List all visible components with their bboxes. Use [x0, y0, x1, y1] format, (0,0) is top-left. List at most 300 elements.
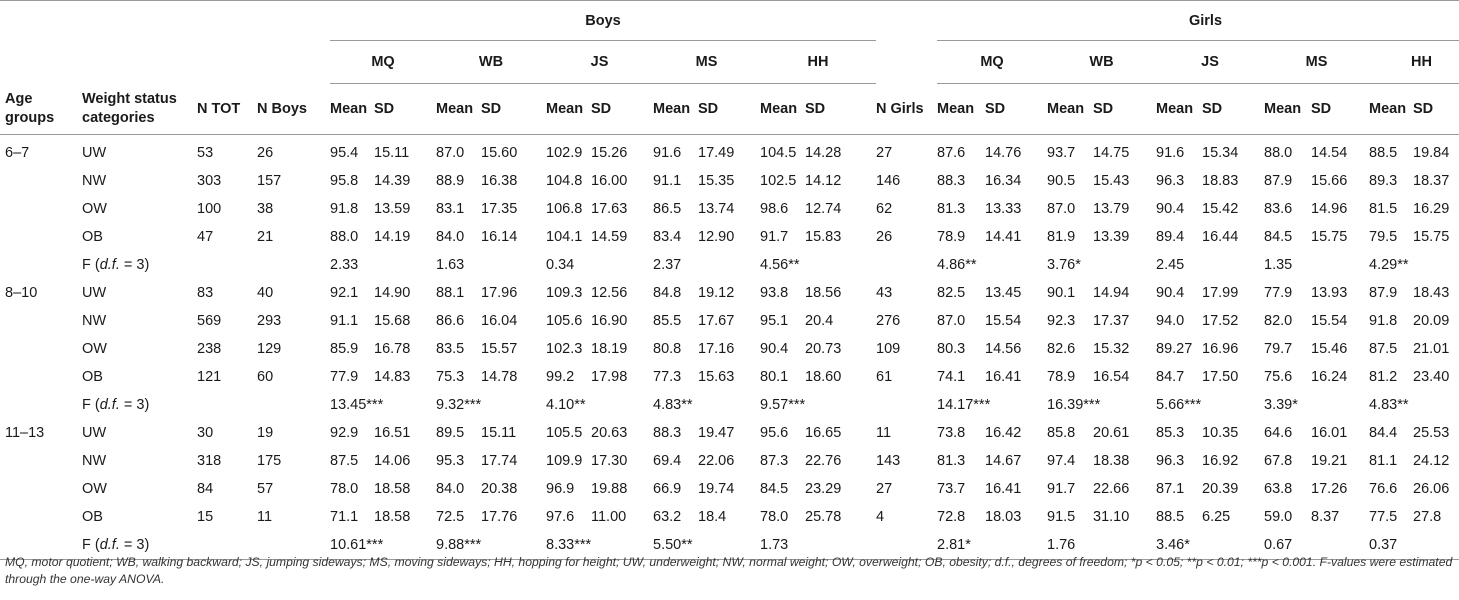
table-footnote: MQ, motor quotient; WB, walking backward; JS, jumping sideways; MS, moving sideways; HH, hopping for height; UW, underweight; NW, normal weight; OW, overweight; OB, obesity; d.f., degrees of freedom; *p < 0.05; **p < 0.01; ***p < 0.001. F-values were estimated through the one-way ANOVA.: [5, 555, 1453, 586]
girls-f-value-cell: 2.45: [1156, 257, 1185, 273]
girls-mean-cell: 89.4: [1156, 229, 1185, 245]
n-boys-cell: 19: [257, 425, 274, 441]
girls-mean-cell: 87.6: [937, 145, 966, 161]
girls-mean-cell: 89.27: [1156, 341, 1193, 357]
girls-sd-cell: 13.33: [985, 201, 1022, 217]
boys-sd-cell: 20.63: [591, 425, 628, 441]
n-boys-cell: 26: [257, 145, 274, 161]
boys-mean-cell: 75.3: [436, 369, 465, 385]
girls-sd-cell: 31.10: [1093, 509, 1130, 525]
girls-sd-cell: 27.8: [1413, 509, 1442, 525]
girls-sd-cell: 14.96: [1311, 201, 1348, 217]
boys-sd-cell: 18.4: [698, 509, 727, 525]
girls-mean-cell: 90.4: [1156, 285, 1185, 301]
weight-status-header: Weight status categories: [82, 90, 177, 126]
boys-mean-cell: 85.9: [330, 341, 359, 357]
girls-f-value-cell: 1.35: [1264, 257, 1293, 273]
girls-sd-cell: 14.54: [1311, 145, 1348, 161]
boys-f-value-cell: 4.56**: [760, 257, 800, 273]
girls-mq-sd-header: SD: [985, 101, 1006, 117]
boys-sd-cell: 19.74: [698, 481, 735, 497]
girls-sd-cell: 18.43: [1413, 285, 1450, 301]
n-tot-cell: 84: [197, 481, 214, 497]
age-group-cell: [0, 475, 82, 503]
f-label-suffix: = 3): [119, 537, 150, 553]
boys-mean-cell: 69.4: [653, 453, 682, 469]
f-label-df: d.f.: [99, 397, 120, 413]
boys-sd-cell: 17.67: [698, 313, 735, 329]
boys-sd-cell: 15.68: [374, 313, 411, 329]
boys-sd-cell: 15.63: [698, 369, 735, 385]
girls-sd-cell: 15.42: [1202, 201, 1239, 217]
boys-mean-cell: 87.5: [330, 453, 359, 469]
girls-sd-cell: 15.32: [1093, 341, 1130, 357]
n-girls-cell: 146: [876, 173, 901, 189]
age-group-cell: 8–10: [5, 285, 38, 301]
boys-ms-mean-header: Mean: [653, 101, 691, 117]
girls-sd-cell: 17.99: [1202, 285, 1239, 301]
girls-f-value-cell: 0.67: [1264, 537, 1293, 553]
girls-sd-cell: 16.41: [985, 481, 1022, 497]
n-boys-header: N Boys: [257, 100, 307, 117]
n-tot-cell: 318: [197, 453, 222, 469]
boys-sd-cell: 13.59: [374, 201, 411, 217]
n-girls-cell: 26: [876, 229, 893, 245]
n-tot-cell: 47: [197, 229, 214, 245]
girls-sd-cell: 23.40: [1413, 369, 1450, 385]
boys-mean-cell: 105.5: [546, 425, 583, 441]
girls-sd-cell: 14.67: [985, 453, 1022, 469]
boys-mean-cell: 95.3: [436, 453, 465, 469]
boys-mean-cell: 88.1: [436, 285, 465, 301]
girls-mean-cell: 84.4: [1369, 425, 1398, 441]
boys-sd-cell: 16.04: [481, 313, 518, 329]
boys-sd-cell: 14.19: [374, 229, 411, 245]
boys-mean-cell: 83.1: [436, 201, 465, 217]
boys-f-value-cell: 2.33: [330, 257, 359, 273]
table-row: [0, 307, 1459, 335]
boys-mean-cell: 91.8: [330, 201, 359, 217]
f-statistic-row: [0, 391, 1459, 419]
boys-sd-cell: 18.19: [591, 341, 628, 357]
girls-mean-cell: 83.6: [1264, 201, 1293, 217]
girls-measure-hh: HH: [1369, 41, 1459, 84]
girls-mean-cell: 74.1: [937, 369, 966, 385]
n-girls-cell: 43: [876, 285, 893, 301]
boys-sd-cell: 17.16: [698, 341, 735, 357]
boys-wb-sd-header: SD: [481, 101, 502, 117]
girls-f-value-cell: 5.66***: [1156, 397, 1202, 413]
weight-status-cell: NW: [82, 173, 107, 189]
girls-sd-cell: 15.34: [1202, 145, 1239, 161]
boys-mean-cell: 80.8: [653, 341, 682, 357]
f-label-cell: [82, 391, 197, 419]
girls-sd-cell: 16.42: [985, 425, 1022, 441]
boys-mean-cell: 91.7: [760, 229, 789, 245]
girls-mean-cell: 73.8: [937, 425, 966, 441]
boys-f-value-cell: 13.45***: [330, 397, 384, 413]
n-boys-cell: 293: [257, 313, 282, 329]
n-tot-cell: 53: [197, 145, 214, 161]
boys-mean-cell: 98.6: [760, 201, 789, 217]
girls-mean-cell: 73.7: [937, 481, 966, 497]
boys-sd-cell: 17.76: [481, 509, 518, 525]
boys-mean-cell: 106.8: [546, 201, 583, 217]
n-girls-cell: 61: [876, 369, 893, 385]
boys-mean-cell: 78.0: [330, 481, 359, 497]
boys-f-value-cell: 9.88***: [436, 537, 482, 553]
boys-sd-cell: 16.90: [591, 313, 628, 329]
n-boys-cell: 157: [257, 173, 282, 189]
table-row: [0, 447, 1459, 475]
girls-sd-cell: 18.37: [1413, 173, 1450, 189]
boys-mean-cell: 95.6: [760, 425, 789, 441]
boys-f-value-cell: 2.37: [653, 257, 682, 273]
boys-sd-cell: 20.38: [481, 481, 518, 497]
boys-measure-mq: MQ: [330, 41, 436, 84]
girls-sd-cell: 16.92: [1202, 453, 1239, 469]
boys-mean-cell: 84.0: [436, 481, 465, 497]
girls-mean-cell: 59.0: [1264, 509, 1293, 525]
n-girls-cell: 11: [876, 425, 892, 441]
girls-mean-cell: 77.5: [1369, 509, 1398, 525]
girls-sd-cell: 18.03: [985, 509, 1022, 525]
boys-mean-cell: 80.1: [760, 369, 789, 385]
weight-status-cell: OB: [82, 369, 103, 385]
f-empty-cell: [257, 251, 330, 279]
boys-mean-cell: 92.9: [330, 425, 359, 441]
boys-f-value-cell: 9.32***: [436, 397, 482, 413]
girls-wb-mean-header: Mean: [1047, 101, 1085, 117]
girls-mean-cell: 63.8: [1264, 481, 1293, 497]
f-empty-cell: [0, 251, 82, 279]
girls-ms-sd-header: SD: [1311, 101, 1332, 117]
boys-mean-cell: 109.9: [546, 453, 583, 469]
girls-sd-cell: 17.37: [1093, 313, 1130, 329]
girls-measure-ms: MS: [1264, 41, 1369, 84]
girls-mean-cell: 67.8: [1264, 453, 1293, 469]
girls-mean-cell: 78.9: [937, 229, 966, 245]
n-boys-cell: 38: [257, 201, 274, 217]
boys-mean-cell: 91.1: [330, 313, 359, 329]
boys-mean-cell: 63.2: [653, 509, 682, 525]
age-group-cell: [0, 363, 82, 391]
boys-f-value-cell: 1.73: [760, 537, 789, 553]
girls-mean-cell: 80.3: [937, 341, 966, 357]
age-group-cell: 11–13: [5, 425, 45, 441]
boys-mq-sd-header: SD: [374, 101, 395, 117]
boys-mean-cell: 95.1: [760, 313, 789, 329]
girls-mean-cell: 85.8: [1047, 425, 1076, 441]
boys-sd-cell: 15.83: [805, 229, 842, 245]
boys-sd-cell: 14.83: [374, 369, 411, 385]
age-group-cell: [0, 195, 82, 223]
table-row: [0, 419, 1459, 447]
f-statistic-row: [0, 251, 1459, 279]
boys-measure-hh: HH: [760, 41, 876, 84]
boys-sd-cell: 12.90: [698, 229, 735, 245]
boys-mean-cell: 87.0: [436, 145, 465, 161]
girls-sd-cell: 16.54: [1093, 369, 1130, 385]
boys-group-header: Boys: [330, 1, 876, 41]
girls-mean-cell: 85.3: [1156, 425, 1185, 441]
boys-mean-cell: 97.6: [546, 509, 575, 525]
f-empty-cell: [197, 391, 257, 419]
girls-sd-cell: 14.41: [985, 229, 1022, 245]
n-girls-header: N Girls: [876, 100, 924, 117]
boys-sd-cell: 15.11: [374, 145, 410, 161]
table-row: [0, 279, 1459, 307]
girls-mean-cell: 88.0: [1264, 145, 1293, 161]
boys-mean-cell: 90.4: [760, 341, 789, 357]
girls-mean-cell: 76.6: [1369, 481, 1398, 497]
table-row: [0, 363, 1459, 391]
boys-f-value-cell: 1.63: [436, 257, 465, 273]
boys-mq-mean-header: Mean: [330, 101, 368, 117]
n-tot-cell: 30: [197, 425, 214, 441]
girls-mean-cell: 87.0: [1047, 201, 1076, 217]
n-tot-header: N TOT: [197, 100, 241, 117]
girls-wb-sd-header: SD: [1093, 101, 1114, 117]
girls-mean-cell: 93.7: [1047, 145, 1076, 161]
table-row: [0, 475, 1459, 503]
girls-f-value-cell: 0.37: [1369, 537, 1398, 553]
boys-f-value-cell: 0.34: [546, 257, 575, 273]
boys-sd-cell: 18.58: [374, 509, 411, 525]
girls-mean-cell: 87.5: [1369, 341, 1398, 357]
girls-f-value-cell: 1.76: [1047, 537, 1076, 553]
girls-mean-cell: 96.3: [1156, 453, 1185, 469]
girls-sd-cell: 13.45: [985, 285, 1022, 301]
girls-sd-cell: 14.94: [1093, 285, 1130, 301]
table-row: [0, 167, 1459, 195]
boys-sd-cell: 17.35: [481, 201, 518, 217]
boys-mean-cell: 89.5: [436, 425, 465, 441]
age-group-cell: [0, 307, 82, 335]
boys-mean-cell: 85.5: [653, 313, 682, 329]
boys-mean-cell: 84.8: [653, 285, 682, 301]
girls-hh-sd-header: SD: [1413, 101, 1434, 117]
boys-sd-cell: 11.00: [591, 509, 627, 525]
boys-hh-sd-header: SD: [805, 101, 826, 117]
girls-mean-cell: 81.1: [1369, 453, 1398, 469]
boys-mean-cell: 71.1: [330, 509, 359, 525]
boys-sd-cell: 22.76: [805, 453, 842, 469]
f-empty-cell: [876, 391, 937, 419]
boys-hh-mean-header: Mean: [760, 101, 798, 117]
boys-f-value-cell: 9.57***: [760, 397, 806, 413]
girls-sd-cell: 13.79: [1093, 201, 1130, 217]
boys-mean-cell: 72.5: [436, 509, 465, 525]
girls-mean-cell: 81.5: [1369, 201, 1398, 217]
boys-sd-cell: 19.12: [698, 285, 735, 301]
boys-sd-cell: 13.74: [698, 201, 735, 217]
girls-sd-cell: 10.35: [1202, 425, 1239, 441]
girls-measure-js: JS: [1156, 41, 1264, 84]
n-tot-cell: 15: [197, 509, 214, 525]
boys-mean-cell: 95.8: [330, 173, 359, 189]
boys-mean-cell: 93.8: [760, 285, 789, 301]
girls-mean-cell: 81.3: [937, 201, 966, 217]
girls-sd-cell: 15.75: [1311, 229, 1348, 245]
girls-mean-cell: 87.9: [1369, 285, 1398, 301]
boys-sd-cell: 16.38: [481, 173, 518, 189]
table-row: [0, 335, 1459, 363]
girls-mean-cell: 87.0: [937, 313, 966, 329]
n-girls-cell: 4: [876, 509, 885, 525]
n-girls-cell: 109: [876, 341, 901, 357]
boys-mean-cell: 102.9: [546, 145, 583, 161]
table-row: [0, 503, 1459, 531]
girls-mean-cell: 87.9: [1264, 173, 1293, 189]
boys-mean-cell: 109.3: [546, 285, 583, 301]
girls-sd-cell: 22.66: [1093, 481, 1130, 497]
boys-sd-cell: 19.47: [698, 425, 735, 441]
n-boys-cell: 60: [257, 369, 274, 385]
boys-mean-cell: 88.0: [330, 229, 359, 245]
n-girls-cell: 143: [876, 453, 901, 469]
boys-sd-cell: 17.98: [591, 369, 628, 385]
boys-mean-cell: 105.6: [546, 313, 583, 329]
girls-sd-cell: 16.24: [1311, 369, 1348, 385]
girls-mean-cell: 72.8: [937, 509, 966, 525]
weight-status-cell: OB: [82, 509, 103, 525]
weight-status-cell: NW: [82, 313, 107, 329]
boys-measure-wb: WB: [436, 41, 546, 84]
girls-mean-cell: 81.3: [937, 453, 966, 469]
boys-sd-cell: 16.51: [374, 425, 411, 441]
boys-mean-cell: 87.3: [760, 453, 789, 469]
boys-js-sd-header: SD: [591, 101, 612, 117]
n-boys-cell: 129: [257, 341, 282, 357]
girls-sd-cell: 19.84: [1413, 145, 1450, 161]
girls-mean-cell: 89.3: [1369, 173, 1398, 189]
girls-mean-cell: 90.5: [1047, 173, 1076, 189]
girls-sd-cell: 15.54: [1311, 313, 1348, 329]
n-tot-cell: 569: [197, 313, 222, 329]
boys-sd-cell: 16.14: [481, 229, 518, 245]
girls-mean-cell: 77.9: [1264, 285, 1293, 301]
girls-f-value-cell: 3.76*: [1047, 257, 1081, 273]
girls-f-value-cell: 3.39*: [1264, 397, 1298, 413]
n-boys-cell: 11: [257, 509, 273, 525]
weight-status-cell: NW: [82, 453, 107, 469]
boys-sd-cell: 20.73: [805, 341, 842, 357]
table-row: [0, 223, 1459, 251]
f-label-prefix: F (: [82, 397, 100, 413]
boys-sd-cell: 12.56: [591, 285, 628, 301]
boys-sd-cell: 14.90: [374, 285, 411, 301]
girls-mean-cell: 91.6: [1156, 145, 1185, 161]
girls-sd-cell: 15.43: [1093, 173, 1130, 189]
boys-mean-cell: 77.9: [330, 369, 359, 385]
girls-sd-cell: 20.09: [1413, 313, 1450, 329]
boys-mean-cell: 84.5: [760, 481, 789, 497]
girls-mean-cell: 81.9: [1047, 229, 1076, 245]
f-empty-cell: [197, 251, 257, 279]
girls-sd-cell: 16.29: [1413, 201, 1450, 217]
age-group-cell: 6–7: [5, 145, 30, 161]
boys-sd-cell: 17.96: [481, 285, 518, 301]
girls-sd-cell: 20.39: [1202, 481, 1239, 497]
boys-mean-cell: 91.1: [653, 173, 682, 189]
boys-sd-cell: 14.12: [805, 173, 842, 189]
girls-f-value-cell: 3.46*: [1156, 537, 1190, 553]
boys-sd-cell: 17.30: [591, 453, 628, 469]
boys-mean-cell: 104.5: [760, 145, 797, 161]
girls-mean-cell: 84.7: [1156, 369, 1185, 385]
n-boys-cell: 40: [257, 285, 274, 301]
boys-sd-cell: 12.74: [805, 201, 842, 217]
boys-mean-cell: 104.1: [546, 229, 583, 245]
girls-mean-cell: 88.5: [1369, 145, 1398, 161]
f-label-suffix: = 3): [119, 257, 150, 273]
boys-sd-cell: 17.74: [481, 453, 518, 469]
boys-sd-cell: 15.11: [481, 425, 517, 441]
weight-status-cell: OW: [82, 481, 107, 497]
boys-mean-cell: 86.5: [653, 201, 682, 217]
boys-sd-cell: 19.88: [591, 481, 628, 497]
age-group-cell: [0, 335, 82, 363]
boys-mean-cell: 96.9: [546, 481, 575, 497]
girls-f-value-cell: 4.83**: [1369, 397, 1409, 413]
f-label-prefix: F (: [82, 537, 100, 553]
girls-mean-cell: 79.5: [1369, 229, 1398, 245]
boys-sd-cell: 17.49: [698, 145, 735, 161]
girls-sd-cell: 26.06: [1413, 481, 1450, 497]
boys-mean-cell: 102.3: [546, 341, 583, 357]
girls-mean-cell: 81.2: [1369, 369, 1398, 385]
boys-sd-cell: 15.60: [481, 145, 518, 161]
n-tot-cell: 100: [197, 201, 222, 217]
girls-mean-cell: 87.1: [1156, 481, 1185, 497]
girls-sd-cell: 16.41: [985, 369, 1022, 385]
boys-mean-cell: 83.5: [436, 341, 465, 357]
girls-group-header: Girls: [937, 1, 1459, 41]
n-tot-cell: 303: [197, 173, 222, 189]
f-empty-cell: [257, 391, 330, 419]
girls-sd-cell: 14.75: [1093, 145, 1130, 161]
boys-sd-cell: 23.29: [805, 481, 842, 497]
boys-sd-cell: 15.35: [698, 173, 735, 189]
girls-mean-cell: 90.1: [1047, 285, 1076, 301]
age-group-cell: [0, 503, 82, 531]
boys-mean-cell: 92.1: [330, 285, 359, 301]
girls-sd-cell: 13.39: [1093, 229, 1130, 245]
boys-mean-cell: 88.3: [653, 425, 682, 441]
boys-sd-cell: 16.00: [591, 173, 628, 189]
boys-sd-cell: 15.57: [481, 341, 518, 357]
weight-status-cell: OB: [82, 229, 103, 245]
girls-sd-cell: 15.66: [1311, 173, 1348, 189]
girls-mean-cell: 88.5: [1156, 509, 1185, 525]
girls-sd-cell: 17.26: [1311, 481, 1348, 497]
age-groups-header: Age groups: [5, 90, 55, 126]
girls-sd-cell: 8.37: [1311, 509, 1340, 525]
f-empty-cell: [876, 251, 937, 279]
boys-sd-cell: 14.39: [374, 173, 411, 189]
girls-sd-cell: 17.50: [1202, 369, 1239, 385]
girls-sd-cell: 24.12: [1413, 453, 1450, 469]
f-label-df: d.f.: [99, 537, 120, 553]
boys-sd-cell: 14.78: [481, 369, 518, 385]
age-group-cell: [0, 167, 82, 195]
weight-status-cell: OW: [82, 201, 107, 217]
girls-sd-cell: 17.52: [1202, 313, 1239, 329]
n-tot-cell: 121: [197, 369, 222, 385]
f-label-suffix: = 3): [119, 397, 150, 413]
girls-js-mean-header: Mean: [1156, 101, 1194, 117]
